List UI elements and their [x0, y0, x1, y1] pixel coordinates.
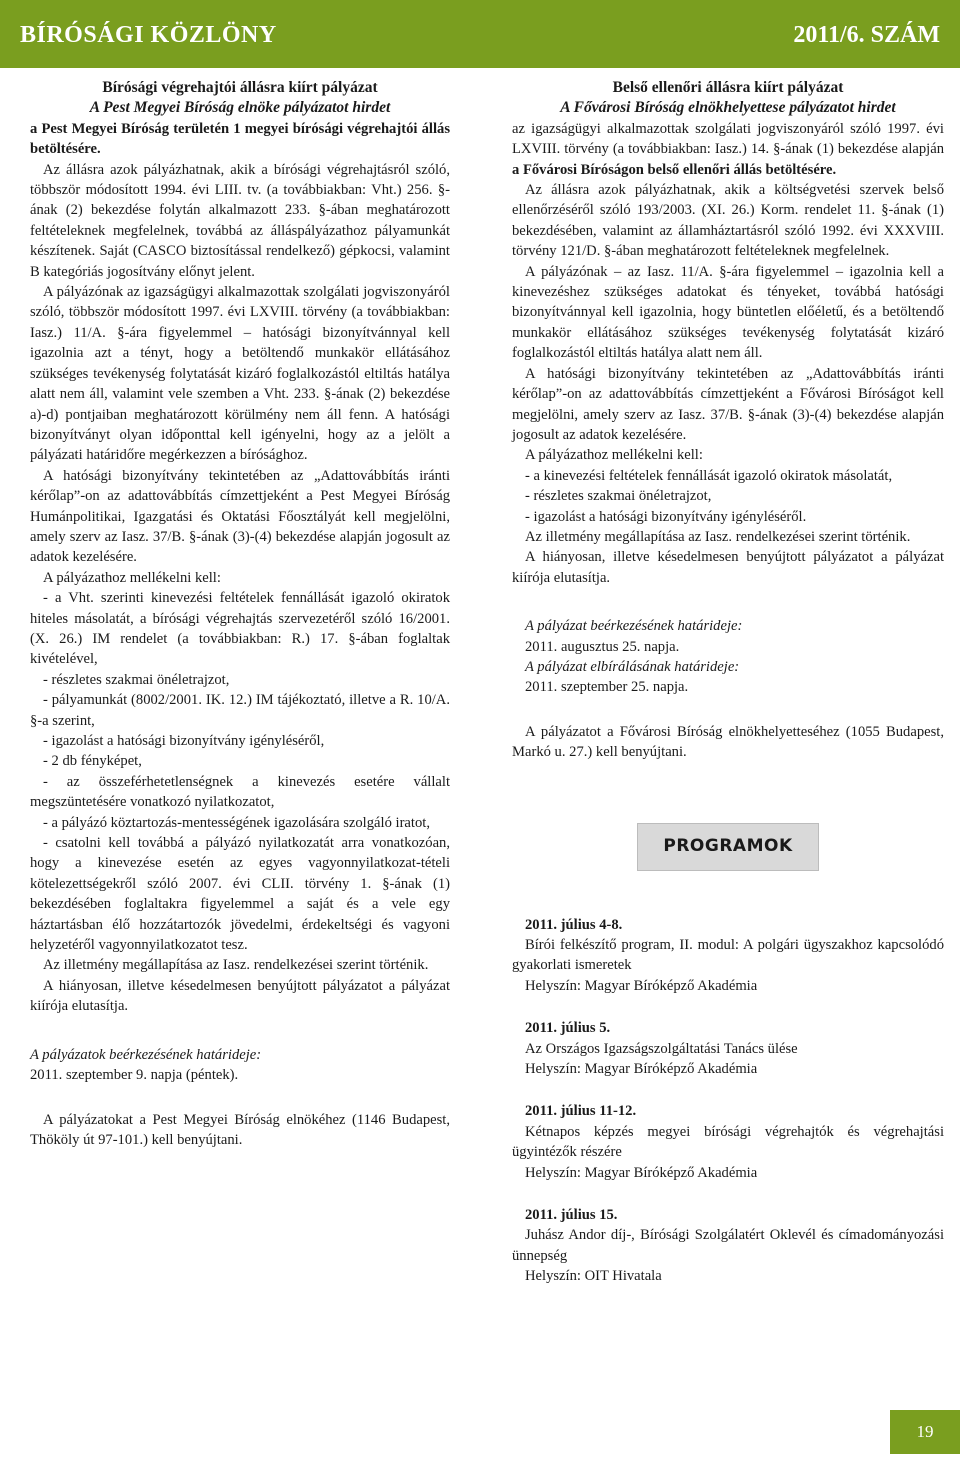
- right-subtitle: A Fővárosi Bíróság elnökhelyettese pályázatot hirdet: [560, 99, 896, 117]
- list-item: - az összeférhetetlenségnek a kinevezés esetére vállalt megszüntetésére vonatkozó nyilatkozatot,: [30, 773, 450, 811]
- program-description: Az Országos Igazságszolgáltatási Tanács ülése: [525, 1040, 798, 1057]
- list-item: - igazolást a hatósági bizonyítvány igényléséről.: [525, 508, 807, 525]
- program-date: 2011. július 4-8.: [525, 916, 623, 933]
- program-venue: Helyszín: Magyar Bíróképző Akadémia: [525, 1061, 758, 1078]
- list-item: - a pályázó köztartozás-mentességének igazolására szolgáló iratot,: [43, 814, 430, 831]
- program-description: Juhász Andor díj-, Bírósági Szolgálatért Oklevél és címadományozási ünnepség: [512, 1227, 944, 1264]
- left-paragraph-6: A hiányosan, illetve késedelmesen benyújtott pályázatot a pályázat kiírója elutasítja.: [30, 977, 450, 1015]
- program-item: [512, 1101, 944, 1183]
- list-item: - 2 db fényképet,: [43, 753, 142, 770]
- page-header: [0, 0, 960, 68]
- program-date: 2011. július 11-12.: [525, 1103, 637, 1120]
- program-description: Kétnapos képzés megyei bírósági végrehajtók és végrehajtási ügyintézők részére: [512, 1123, 944, 1161]
- right-paragraph-4: A pályázathoz mellékelni kell:: [525, 447, 703, 464]
- list-item: - a kinevezési feltételek fennállását igazoló okiratok másolatát,: [525, 467, 893, 484]
- list-item: - a Vht. szerinti kinevezési feltételek fennállását igazoló okiratok hiteles másolatát, a bírósági végrehajtás szervezetéről szóló 16/2001. (X. 26.) IM rendelet (a továbbiakban: R.) 17. §-ában foglaltak kivételével,: [30, 590, 450, 668]
- right-paragraph-1: Az állásra azok pályázhatnak, akik a költségvetési szervek belső ellenőrzéséről szóló 193/2003. (XI. 26.) Korm. rendelet 11. §-ának (1) bekezdésében, valamint az államháztartásról szóló 1992. évi XXXVIII. törvény 121/D. §-ában meghatározott feltételeknek megfelelnek.: [512, 182, 944, 260]
- programs-heading: PROGRAMOK: [637, 823, 819, 871]
- page-number: 19: [890, 1410, 960, 1454]
- right-paragraph-6: A hiányosan, illetve késedelmesen benyújtott pályázatot a pályázat kiírója elutasítja.: [512, 549, 944, 586]
- left-title: Bírósági végrehajtói állásra kiírt pályázat: [102, 79, 378, 96]
- program-venue: Helyszín: Magyar Bíróképző Akadémia: [525, 1164, 758, 1181]
- list-item: - részletes szakmai önéletrajzot,: [525, 488, 712, 505]
- right-paragraph-2: A pályázónak – az Iasz. 11/A. §-ára figyelemmel – igazolnia kell a kinevezéshez szükséges adatokat és tényeket, továbbá hatósági bizonyítvánnyal kell igazolnia, hogy büntetlen előéletű, és a betöltendő munkakör ellátásához szükséges tevékenység folytatását kizáró foglalkozástól eltiltás hatálya alatt nem áll.: [512, 263, 944, 362]
- program-venue: Helyszín: Magyar Bíróképző Akadémia: [525, 977, 758, 994]
- right-decision-label: A pályázat elbírálásának határideje:: [525, 658, 740, 675]
- left-paragraph-2: A pályázónak az igazságügyi alkalmazottak szolgálati jogviszonyáról szóló, többször módosított 1997. évi LXVIII. törvény (a továbbiakban: Iasz.) 11/A. §-ára figyelemmel – hatósági bizonyítvánnyal kell igazolnia azt a tényt, hogy a betöltendő munkakör ellátásához szükséges tevékenység folytatását kizáró foglalkozástól eltiltás hatálya alatt nem áll, valamint vele szemben a Vht. 233. §-ának (2) bekezdése a)-d) pontjaiban meghatározott körülmény nem áll fenn. A hatósági bizonyítványt olyan időponttal kell igényelni, hogy az a jelölt a pályázati határidőre megérkezzen a bírósághoz.: [30, 284, 450, 464]
- right-paragraph-5: Az illetmény megállapítása az Iasz. rendelkezései szerint történik.: [525, 528, 911, 545]
- left-paragraph-5: Az illetmény megállapítása az Iasz. rendelkezései szerint történik.: [43, 957, 429, 974]
- program-item: [512, 1018, 944, 1079]
- program-item: [512, 1205, 944, 1287]
- right-column: [512, 78, 944, 1287]
- left-intro: a Pest Megyei Bíróság területén 1 megyei bírósági végrehajtói állás betöltésére.: [30, 120, 450, 158]
- left-paragraph-1: Az állásra azok pályázhatnak, akik a bírósági végrehajtásról szóló, többször módosított 1994. évi LIII. tv. (a továbbiakban: Vht.) 256. §-ának (2) bekezdése folytán alkalmazott 233. §-ában meghatározott feltételeknek megfelelnek, továbbá az álláspályázathoz pályamunkát készítenek. Saját (CASCO biztosítással rendelkező) gépkocsi, valamint B kategóriás jogosítvány előnyt jelent.: [30, 161, 450, 280]
- left-paragraph-3: A hatósági bizonyítvány tekintetében az „Adattovábbítás iránti kérőlap”-on az adattovábbítás címzettjeként a Pest Megyei Bíróság Humánpolitikai, Igazgatási és Oktatási Főosztályát kell megjelölni, amely szerv az Iasz. 37/B. §-ának (3)-(4) bekezdése alapján jogosult az adatok kezelésére.: [30, 467, 450, 566]
- list-item: - részletes szakmai önéletrajzot,: [43, 671, 230, 688]
- program-item: [512, 915, 944, 997]
- left-column: [30, 78, 450, 1150]
- left-paragraph-4: A pályázathoz mellékelni kell:: [43, 569, 221, 586]
- list-item: - pályamunkát (8002/2001. IK. 12.) IM tájékoztató, illetve a R. 10/A. §-a szerint,: [30, 692, 450, 729]
- program-list: [512, 915, 944, 1287]
- right-intro-bold: a Fővárosi Bíróságon belső ellenőri állás betöltésére.: [512, 161, 837, 178]
- right-deadline-value: 2011. augusztus 25. napja.: [525, 638, 680, 655]
- right-decision-value: 2011. szeptember 25. napja.: [525, 679, 689, 696]
- program-description: Bírói felkészítő program, II. modul: A polgári ügyszakhoz kapcsolódó gyakorlati ismeretek: [512, 937, 944, 974]
- right-intro: [512, 119, 944, 180]
- issue-number: 2011/6. SZÁM: [793, 22, 940, 48]
- program-date: 2011. július 5.: [525, 1020, 611, 1037]
- right-deadline-label: A pályázat beérkezésének határideje:: [525, 618, 743, 635]
- left-subtitle: A Pest Megyei Bíróság elnöke pályázatot hirdet: [89, 99, 391, 117]
- right-paragraph-3: A hatósági bizonyítvány tekintetében az „Adattovábbítás iránti kérőlap”-on az adattovábbítás címzettjeként a Fővárosi Bíróságot kell megjelölni, amely szerv az Iasz. 37/B. §-ának (3)-(4) bekezdése alapján jogosult az adatok kezelésére.: [512, 365, 944, 443]
- left-deadline-value: 2011. szeptember 9. napja (péntek).: [30, 1067, 239, 1084]
- left-deadline-label: A pályázatok beérkezésének határideje:: [30, 1046, 262, 1063]
- left-submit: A pályázatokat a Pest Megyei Bíróság elnökéhez (1146 Budapest, Thököly út 97-101.) kell benyújtani.: [30, 1111, 450, 1148]
- program-venue: Helyszín: OIT Hivatala: [525, 1268, 662, 1285]
- right-title: Belső ellenőri állásra kiírt pályázat: [612, 79, 844, 96]
- right-intro-plain: az igazságügyi alkalmazottak szolgálati jogviszonyáról szóló 1997. évi LXVIII. törvény (a továbbiakban: Iasz.) 14. §-ának (1) bekezdése alapján: [512, 120, 944, 158]
- list-item: - igazolást a hatósági bizonyítvány igényléséről,: [43, 733, 325, 749]
- list-item: - csatolni kell továbbá a pályázó nyilatkozatát arra vonatkozóan, hogy a kinevezése esetén az egyes vagyonnyilatkozat-tételi kötelezettségekről szóló 2007. évi CLII. törvény 1. §-ának (1) bekezdésében foglaltakra figyelemmel a saját és a vele egy háztartásban élő hozzátartozók jövedelmi, érdekeltségi és vagyoni helyzetéről vagyonnyilatkozatot tesz.: [30, 835, 450, 954]
- right-submit: A pályázatot a Fővárosi Bíróság elnökhelyetteséhez (1055 Budapest, Markó u. 27.) kell benyújtani.: [512, 723, 944, 761]
- journal-title: BÍRÓSÁGI KÖZLÖNY: [20, 22, 277, 48]
- program-date: 2011. július 15.: [525, 1207, 618, 1224]
